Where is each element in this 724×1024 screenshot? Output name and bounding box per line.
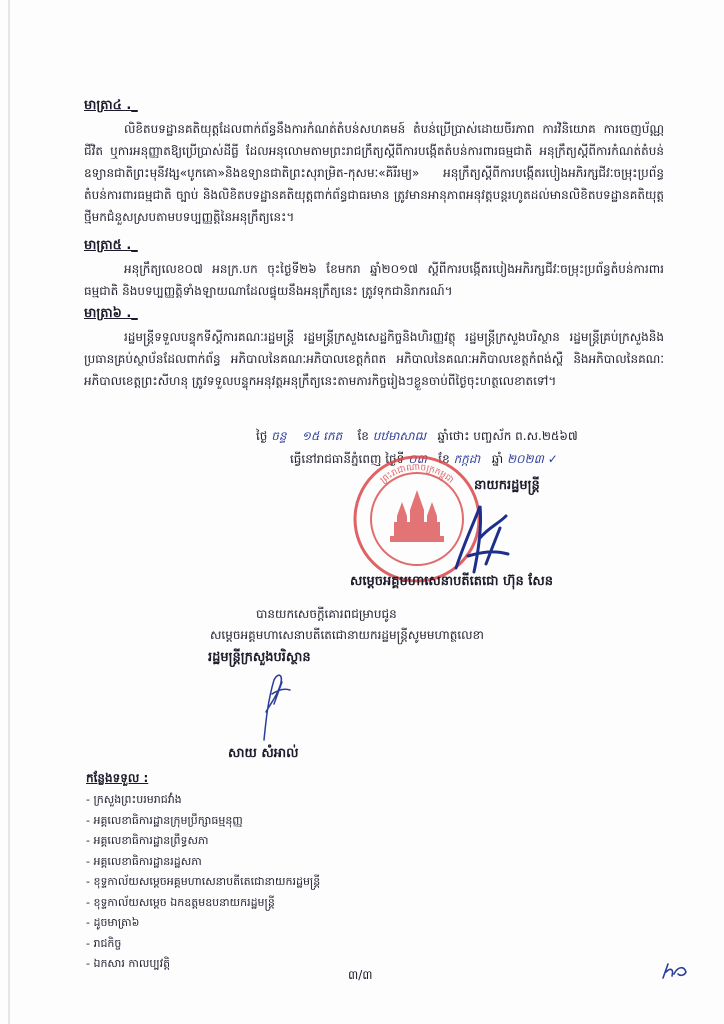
recipient-item: - រាជកិច្ច — [86, 934, 320, 955]
minister-title: រដ្ឋមន្ត្រីក្រសួងបរិស្ថាន — [208, 650, 311, 665]
check-mark-icon: ✓ — [547, 452, 558, 466]
article-6-body: រដ្ឋមន្ត្រីទទួលបន្ទុកទីស្តីការគណៈរដ្ឋមន្ត្រី រដ្ឋមន្ត្រីក្រសួងសេដ្ឋកិច្ចនិងហិរញ្ញវត្ថុ រដ្ឋមន្ត្រីក្រសួងបរិស្ថាន រដ្ឋមន្ត្រីគ្រប់ក្រសួងនិងប្រធានគ្រប់ស្ថាប័នដែលពាក់ព័ន្ធ អភិបាលនៃគណៈអភិបាលខេត្តកំពត អភិបាលនៃគណៈអភិបាលខេត្តកំពង់ស្ពឺ និងអភិបាលនៃគណៈអភិបាលខេត្តព្រះសីហនុ ត្រូវទទួលបន្ទុកអនុវត្តអនុក្រឹត្យនេះតាមភារកិច្ចរៀងៗខ្លួនចាប់ពីថ្ងៃចុះហត្ថលេខាតទៅ។ — [84, 330, 664, 388]
seal-text: ព្រះរាជាណាចក្រកម្ពុជា — [378, 462, 456, 486]
solar-place: ធ្វើនៅរាជធានីភ្នំពេញ ថ្ងៃទី — [290, 452, 405, 466]
lunar-moon-phase: កេត — [323, 429, 343, 443]
recipients-list — [86, 790, 320, 975]
submission-line-2: សម្តេចអគ្គមហាសេនាបតីតេជោនាយករដ្ឋមន្ត្រីសូមមហាត្ថលេខា — [210, 628, 484, 642]
minister-signature — [244, 664, 304, 744]
signatory-title: នាយករដ្ឋមន្ត្រី — [474, 478, 540, 493]
minister-name: សាយ សំអាល់ — [228, 746, 299, 761]
recipient-item: - ក្រសួងព្រះបរមរាជវាំង — [86, 790, 320, 811]
solar-day: ០៣ — [408, 452, 427, 466]
recipient-item: - អគ្គលេខាធិការដ្ឋានក្រុមប្រឹក្សាធម្មនុញ្ញ — [86, 811, 320, 832]
recipient-item: - ដូចមាត្រា៦ — [86, 913, 320, 934]
lunar-month: បឋមាសាឍ — [372, 429, 427, 443]
solar-month-prefix: ខែ — [438, 452, 450, 466]
page-number: ៣/៣ — [348, 968, 373, 982]
recipients-title: កន្លែងទទួល : — [86, 771, 149, 785]
initials-signature — [660, 960, 690, 982]
recipient-item: - ឯកសារ កាលប្បវត្តិ — [86, 954, 320, 975]
article-6-title: មាត្រា៦ ._ — [84, 306, 138, 321]
article-4-body: លិខិតបទដ្ឋានគតិយុត្តដែលពាក់ព័ន្ធនឹងការកំណត់តំបន់សហគមន៍ តំបន់ប្រើប្រាស់ដោយចីរភាព ការវិនិយោគ ការចេញប័ណ្ណជីវិត ឬការអនុញ្ញាតឱ្យប្រើប្រាស់ដីធ្លី ដែលអនុលោមតាមព្រះរាជក្រឹត្យស្តីពីការបង្កើតតំបន់ការពារធម្មជាតិ អនុក្រឹត្យស្តីពីការកំណត់តំបន់ឧទ្យានជាតិព្រះមុនីវង្ស«បូកគោ»និងឧទ្យានជាតិព្រះសុរាម្រិត-កុសមៈ«គិរីរម្យ» អនុក្រឹត្យស្តីពីការបង្កើតរបៀងអភិរក្សជីវៈចម្រុះប្រព័ន្ធតំបន់ការពារធម្មជាតិ ច្បាប់ និងលិខិតបទដ្ឋានគតិយុត្តពាក់ព័ន្ធជាធរមាន ត្រូវមានអានុភាពអនុវត្តបន្តរហូតដល់មានលិខិតបទដ្ឋានគតិយុត្តថ្មីមកជំនួសស្របតាមបទប្បញ្ញត្តិនៃអនុក្រឹត្យនេះ។ — [84, 122, 664, 224]
solar-month: កក្កដា — [453, 452, 481, 466]
lunar-weekday: ចន្ទ — [271, 429, 287, 443]
lunar-day-prefix: ថ្ងៃ — [256, 429, 268, 443]
recipient-item: - អគ្គលេខាធិការដ្ឋានព្រឹទ្ធសភា — [86, 831, 320, 852]
lunar-date-line — [256, 428, 578, 446]
page-fold-shadow — [8, 0, 10, 1024]
submission-line-1: បានយកសេចក្តីគោរពជម្រាបជូន — [256, 607, 397, 621]
lunar-month-prefix: ខែ — [357, 429, 369, 443]
article-5-body: អនុក្រឹត្យលេខ០៧ អនក្រ.បក ចុះថ្ងៃទី២៦ ខែមករា ឆ្នាំ២០១៧ ស្តីពីការបង្កើតរបៀងអភិរក្សជីវៈចម្រុះប្រព័ន្ធតំបន់ការពារធម្មជាតិ និងបទប្បញ្ញត្តិទាំងឡាយណាដែលផ្ទុយនឹងអនុក្រឹត្យនេះ ត្រូវទុកជានិរាករណ៍។ — [84, 262, 664, 298]
signatory-name: សម្តេចអគ្គមហាសេនាបតីតេជោ ហ៊ុន សែន — [350, 574, 553, 589]
lunar-day-number: ១៥ — [301, 429, 320, 443]
solar-year-prefix: ឆ្នាំ — [491, 452, 504, 466]
prime-minister-signature — [446, 498, 516, 578]
recipient-item: - ខុទ្ទកាល័យសម្តេច ឯកឧត្តមឧបនាយករដ្ឋមន្ត្រី — [86, 893, 320, 914]
solar-year: ២០២៣ — [506, 452, 544, 466]
recipient-item: - អគ្គលេខាធិការដ្ឋានរដ្ឋសភា — [86, 852, 320, 873]
article-5-title: មាត្រា៥ ._ — [84, 238, 138, 253]
recipient-item: - ខុទ្ទកាល័យសម្តេចអគ្គមហាសេនាបតីតេជោនាយករដ្ឋមន្ត្រី — [86, 872, 320, 893]
lunar-year: ឆ្នាំថោះ បញ្ចស័ក ព.ស.២៥៦៧ — [437, 429, 578, 443]
article-4-title: មាត្រា៤ ._ — [84, 98, 138, 113]
